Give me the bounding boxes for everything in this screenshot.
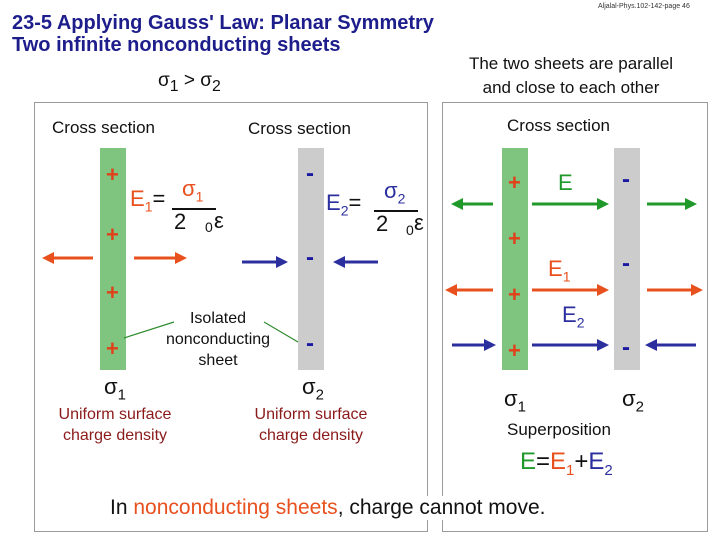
credit-text: Aljalal-Phys.102-142-page 46 <box>598 3 690 10</box>
isolated-line-3: sheet <box>198 352 238 369</box>
plus-sign: + <box>508 338 521 363</box>
sigma-subscript: 1 <box>117 386 126 404</box>
e1-denominator-two: 2 <box>174 209 187 234</box>
isolated-sheet-callout <box>156 308 280 371</box>
cross-section-label-1: Cross section <box>52 118 155 137</box>
cross-section-label-2: Cross section <box>248 119 351 138</box>
uniform-density-caption-2 <box>240 404 382 446</box>
e2-subscript: 2 <box>340 202 349 219</box>
plus-sign: + <box>106 336 119 361</box>
e2-symbol: E <box>562 302 577 327</box>
sigma-2-label <box>302 374 324 403</box>
epsilon-symbol: ε <box>414 210 424 235</box>
isolated-line-2: nonconducting <box>165 331 271 348</box>
e2-subscript: 2 <box>604 461 613 479</box>
footer-highlight: nonconducting sheets <box>133 496 338 519</box>
sigma-subscript: 2 <box>635 398 644 416</box>
sigma-1-subscript: 1 <box>169 77 179 95</box>
epsilon-subscript-zero: 0 <box>406 222 414 238</box>
e2-formula-label <box>326 190 361 218</box>
minus-sign: - <box>306 244 314 271</box>
plus-sign: + <box>508 170 521 195</box>
greater-than-sign: > <box>178 70 201 91</box>
e2-denominator-two: 2 <box>376 211 389 236</box>
sigma-symbol: σ <box>384 178 398 203</box>
plus-sign: + <box>106 222 119 247</box>
minus-sign: - <box>622 250 630 277</box>
plus-operator: + <box>574 448 589 475</box>
e1-symbol: E <box>550 448 567 475</box>
epsilon-symbol: ε <box>214 208 224 233</box>
sigma-symbol: σ <box>504 386 518 411</box>
sigma-subscript: 2 <box>397 190 406 207</box>
footer-statement <box>110 496 545 520</box>
plus-sign: + <box>106 280 119 305</box>
e1-superposition-label <box>548 256 570 284</box>
parallel-note-line-2: and close to each other <box>482 78 660 97</box>
cross-section-label-3: Cross section <box>507 116 610 135</box>
slide-subtitle: Two infinite nonconducting sheets <box>12 34 341 56</box>
minus-sign: - <box>306 160 314 187</box>
net-e-symbol: E <box>520 448 537 475</box>
isolated-line-1: Isolated <box>189 310 247 327</box>
equals-sign: = <box>152 186 166 211</box>
uniform-caption-line-1: Uniform surface <box>58 406 172 423</box>
uniform-density-caption-1 <box>44 404 186 446</box>
superposition-label: Superposition <box>507 420 611 439</box>
e1-numerator <box>182 176 203 204</box>
sigma-subscript: 1 <box>195 188 204 205</box>
sigma-2-label <box>622 386 644 415</box>
e2-symbol: E <box>588 448 605 475</box>
uniform-caption-line-2: charge density <box>62 427 168 444</box>
e2-symbol: E <box>326 190 341 215</box>
uniform-caption-line-1: Uniform surface <box>254 406 368 423</box>
footer-suffix: , charge cannot move. <box>337 496 546 519</box>
superposition-equation <box>520 448 613 479</box>
minus-sign: - <box>622 334 630 361</box>
epsilon-subscript-zero: 0 <box>205 219 213 235</box>
e1-subscript: 1 <box>562 268 571 285</box>
e2-superposition-label <box>562 302 584 330</box>
sigma-symbol: σ <box>182 176 196 201</box>
plus-sign: + <box>508 282 521 307</box>
plus-sign: + <box>508 226 521 251</box>
e1-formula-label <box>130 186 165 214</box>
sigma-2-subscript: 2 <box>211 77 221 95</box>
uniform-caption-line-2: charge density <box>258 427 364 444</box>
e2-subscript: 2 <box>576 314 585 331</box>
sigma-symbol: σ <box>622 386 636 411</box>
equals-sign: = <box>348 190 362 215</box>
plus-sign: + <box>106 162 119 187</box>
e1-subscript: 1 <box>566 461 575 479</box>
slide-title: 23-5 Applying Gauss' Law: Planar Symmetry <box>12 12 434 34</box>
sigma-1-symbol: σ <box>158 70 170 91</box>
footer-prefix: In <box>110 496 134 519</box>
sigma-2-symbol: σ <box>200 70 212 91</box>
sigma-subscript: 2 <box>315 386 324 404</box>
e1-subscript: 1 <box>144 198 153 215</box>
sigma-subscript: 1 <box>517 398 526 416</box>
e1-symbol: E <box>548 256 563 281</box>
sigma-1-label <box>504 386 526 415</box>
sigma-1-label <box>104 374 126 403</box>
sigma-symbol: σ <box>302 374 316 399</box>
sigma-symbol: σ <box>104 374 118 399</box>
parallel-note-line-1: The two sheets are parallel <box>468 54 674 73</box>
e1-symbol: E <box>130 186 145 211</box>
e2-numerator <box>384 178 405 206</box>
minus-sign: - <box>306 330 314 357</box>
minus-sign: - <box>622 166 630 193</box>
equals-sign: = <box>536 448 551 475</box>
net-field-label: E <box>558 170 573 195</box>
